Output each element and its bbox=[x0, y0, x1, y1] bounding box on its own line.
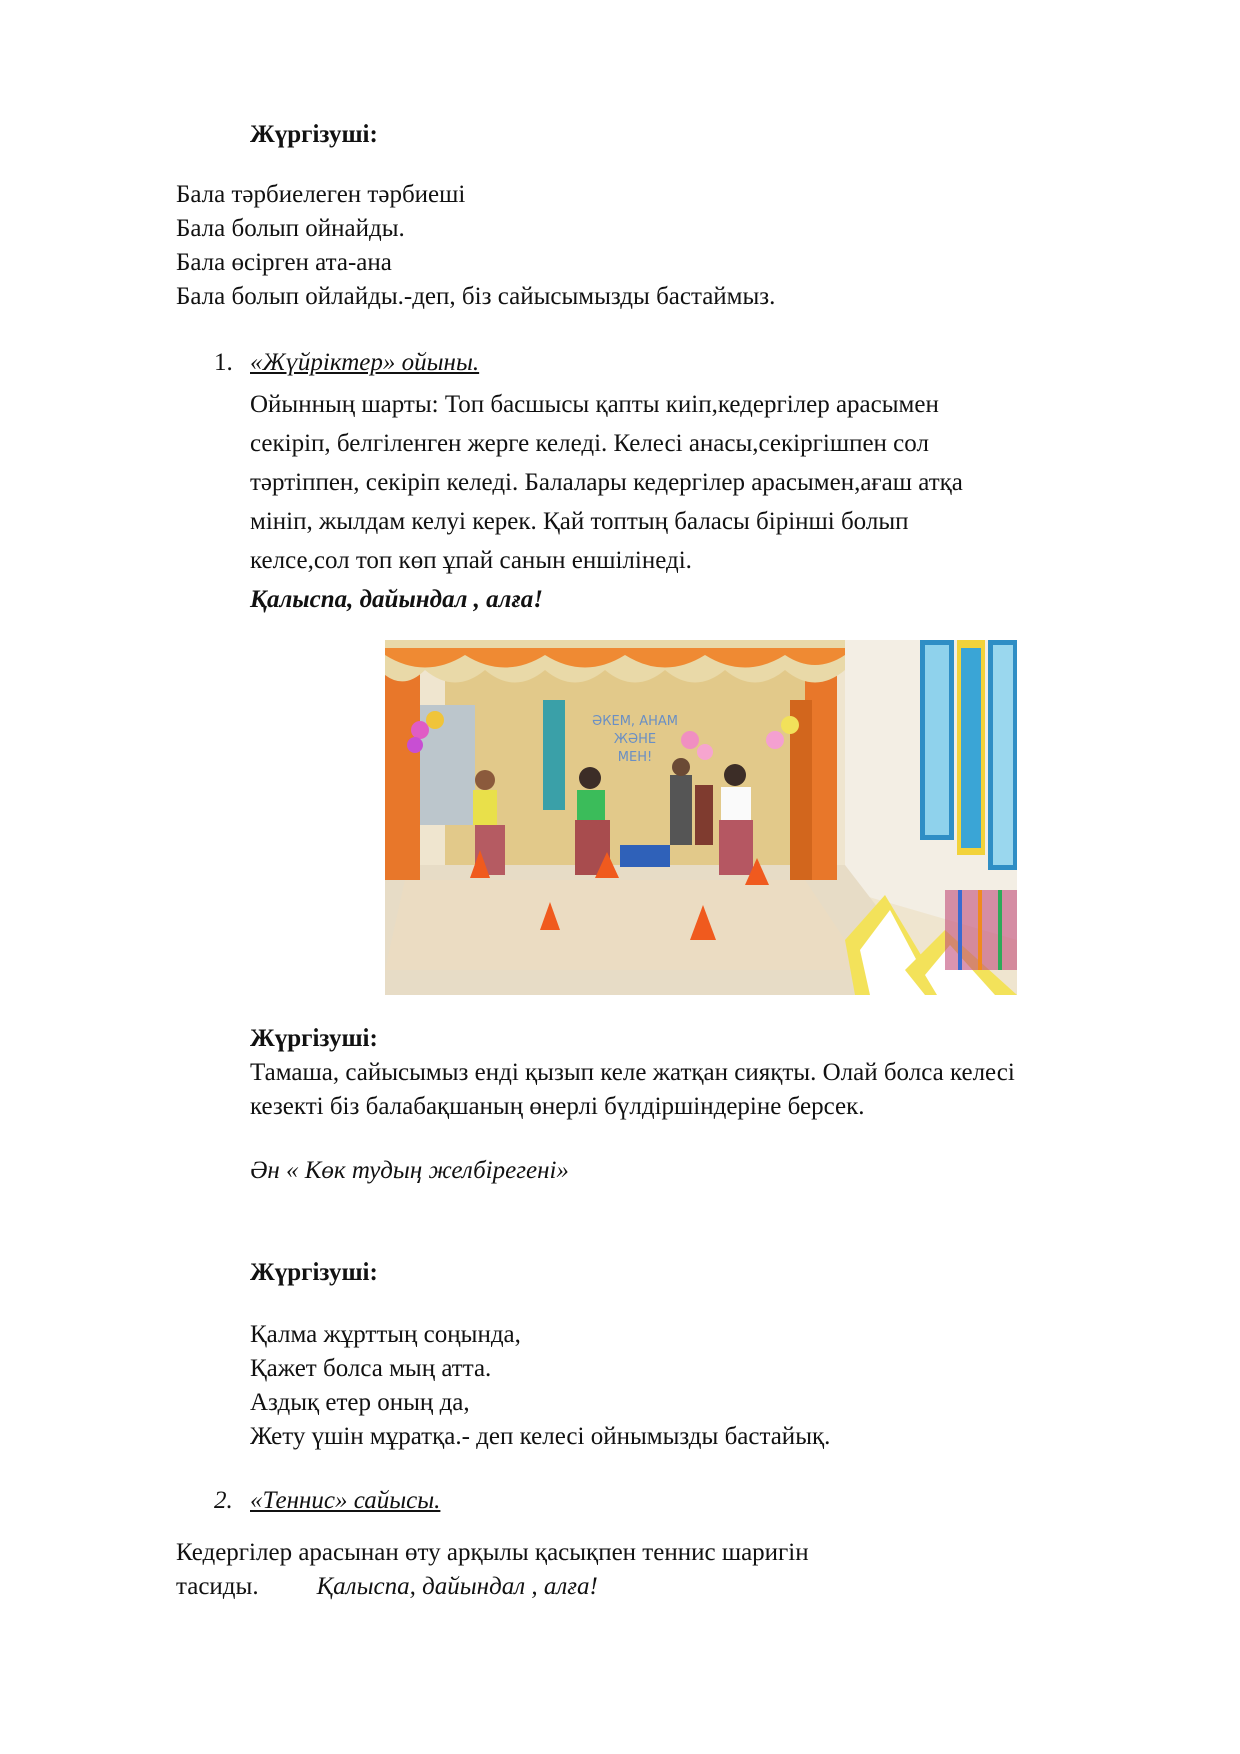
poem-line: Бала тәрбиелеген тәрбиеші bbox=[176, 181, 466, 208]
host-section-2 bbox=[250, 1022, 1015, 1124]
host-heading-3: Жүргізуші: bbox=[250, 1259, 378, 1286]
rules-line: тәртіппен, секіріп келеді. Балалары кедергілер арасымен,ағаш атқа bbox=[250, 469, 963, 496]
game2-text-line: Кедергілер арасынан өту арқылы қасықпен теннис шаригін bbox=[176, 1539, 809, 1566]
game2-text bbox=[176, 1536, 809, 1604]
game2-title: «Теннис» сайысы. bbox=[250, 1487, 441, 1514]
host2-text-line: Тамаша, сайысымыз енді қызып келе жатқан сияқты. Олай болса келесі bbox=[250, 1059, 1015, 1086]
rules-line: мініп, жылдам келуі керек. Қай топтың баласы бірінші болып bbox=[250, 508, 909, 535]
host-heading-1: Жүргізуші: bbox=[250, 121, 378, 148]
host3-poem bbox=[250, 1318, 830, 1454]
host2-text-line: кезекті біз балабақшаның өнерлі бүлдіршіндеріне берсек. bbox=[250, 1093, 865, 1120]
poem-line: Қалма жұрттың соңында, bbox=[250, 1321, 521, 1348]
game2-text-end: тасиды. bbox=[176, 1573, 259, 1600]
game2-motto: Қалыспа, дайындал , алға! bbox=[316, 1573, 598, 1600]
banner-line: ЖӘНЕ bbox=[613, 732, 657, 747]
rules-line: келсе,сол топ көп ұпай санын еншілінеді. bbox=[250, 547, 692, 574]
opening-poem bbox=[176, 178, 775, 314]
poem-line: Жету үшін мұратқа.- деп келесі ойнымызды бастайық. bbox=[250, 1423, 831, 1450]
poem-line: Бала болып ойнайды. bbox=[176, 215, 405, 242]
sack-race-photo bbox=[385, 640, 1017, 995]
game1-number: 1. bbox=[214, 349, 233, 376]
rules-line: Ойынның шарты: Топ басшысы қапты киіп,кедергілер арасымен bbox=[250, 391, 939, 418]
song-title: Ән « Көк тудың желбірегені» bbox=[250, 1157, 569, 1184]
game1-rules bbox=[250, 385, 963, 619]
banner-line: МЕН! bbox=[617, 750, 653, 765]
game1-title: «Жүйріктер» ойыны. bbox=[250, 349, 480, 376]
rules-line: секіріп, белгіленген жерге келеді. Келесі анасы,секіргішпен сол bbox=[250, 430, 929, 457]
banner-line: ӘКЕМ, АНАМ bbox=[592, 714, 678, 729]
game2-text-line bbox=[176, 1570, 809, 1604]
poem-line: Аздық етер оның да, bbox=[250, 1389, 470, 1416]
poem-line: Бала болып ойлайды.-деп, біз сайысымызды бастаймыз. bbox=[176, 283, 776, 310]
poem-line: Қажет болса мың атта. bbox=[250, 1355, 492, 1382]
host-heading-2: Жүргізуші: bbox=[250, 1025, 378, 1052]
poem-line: Бала өсірген ата-ана bbox=[176, 249, 392, 276]
game2-number: 2. bbox=[214, 1487, 233, 1514]
game1-motto: Қалыспа, дайындал , алға! bbox=[250, 586, 543, 613]
